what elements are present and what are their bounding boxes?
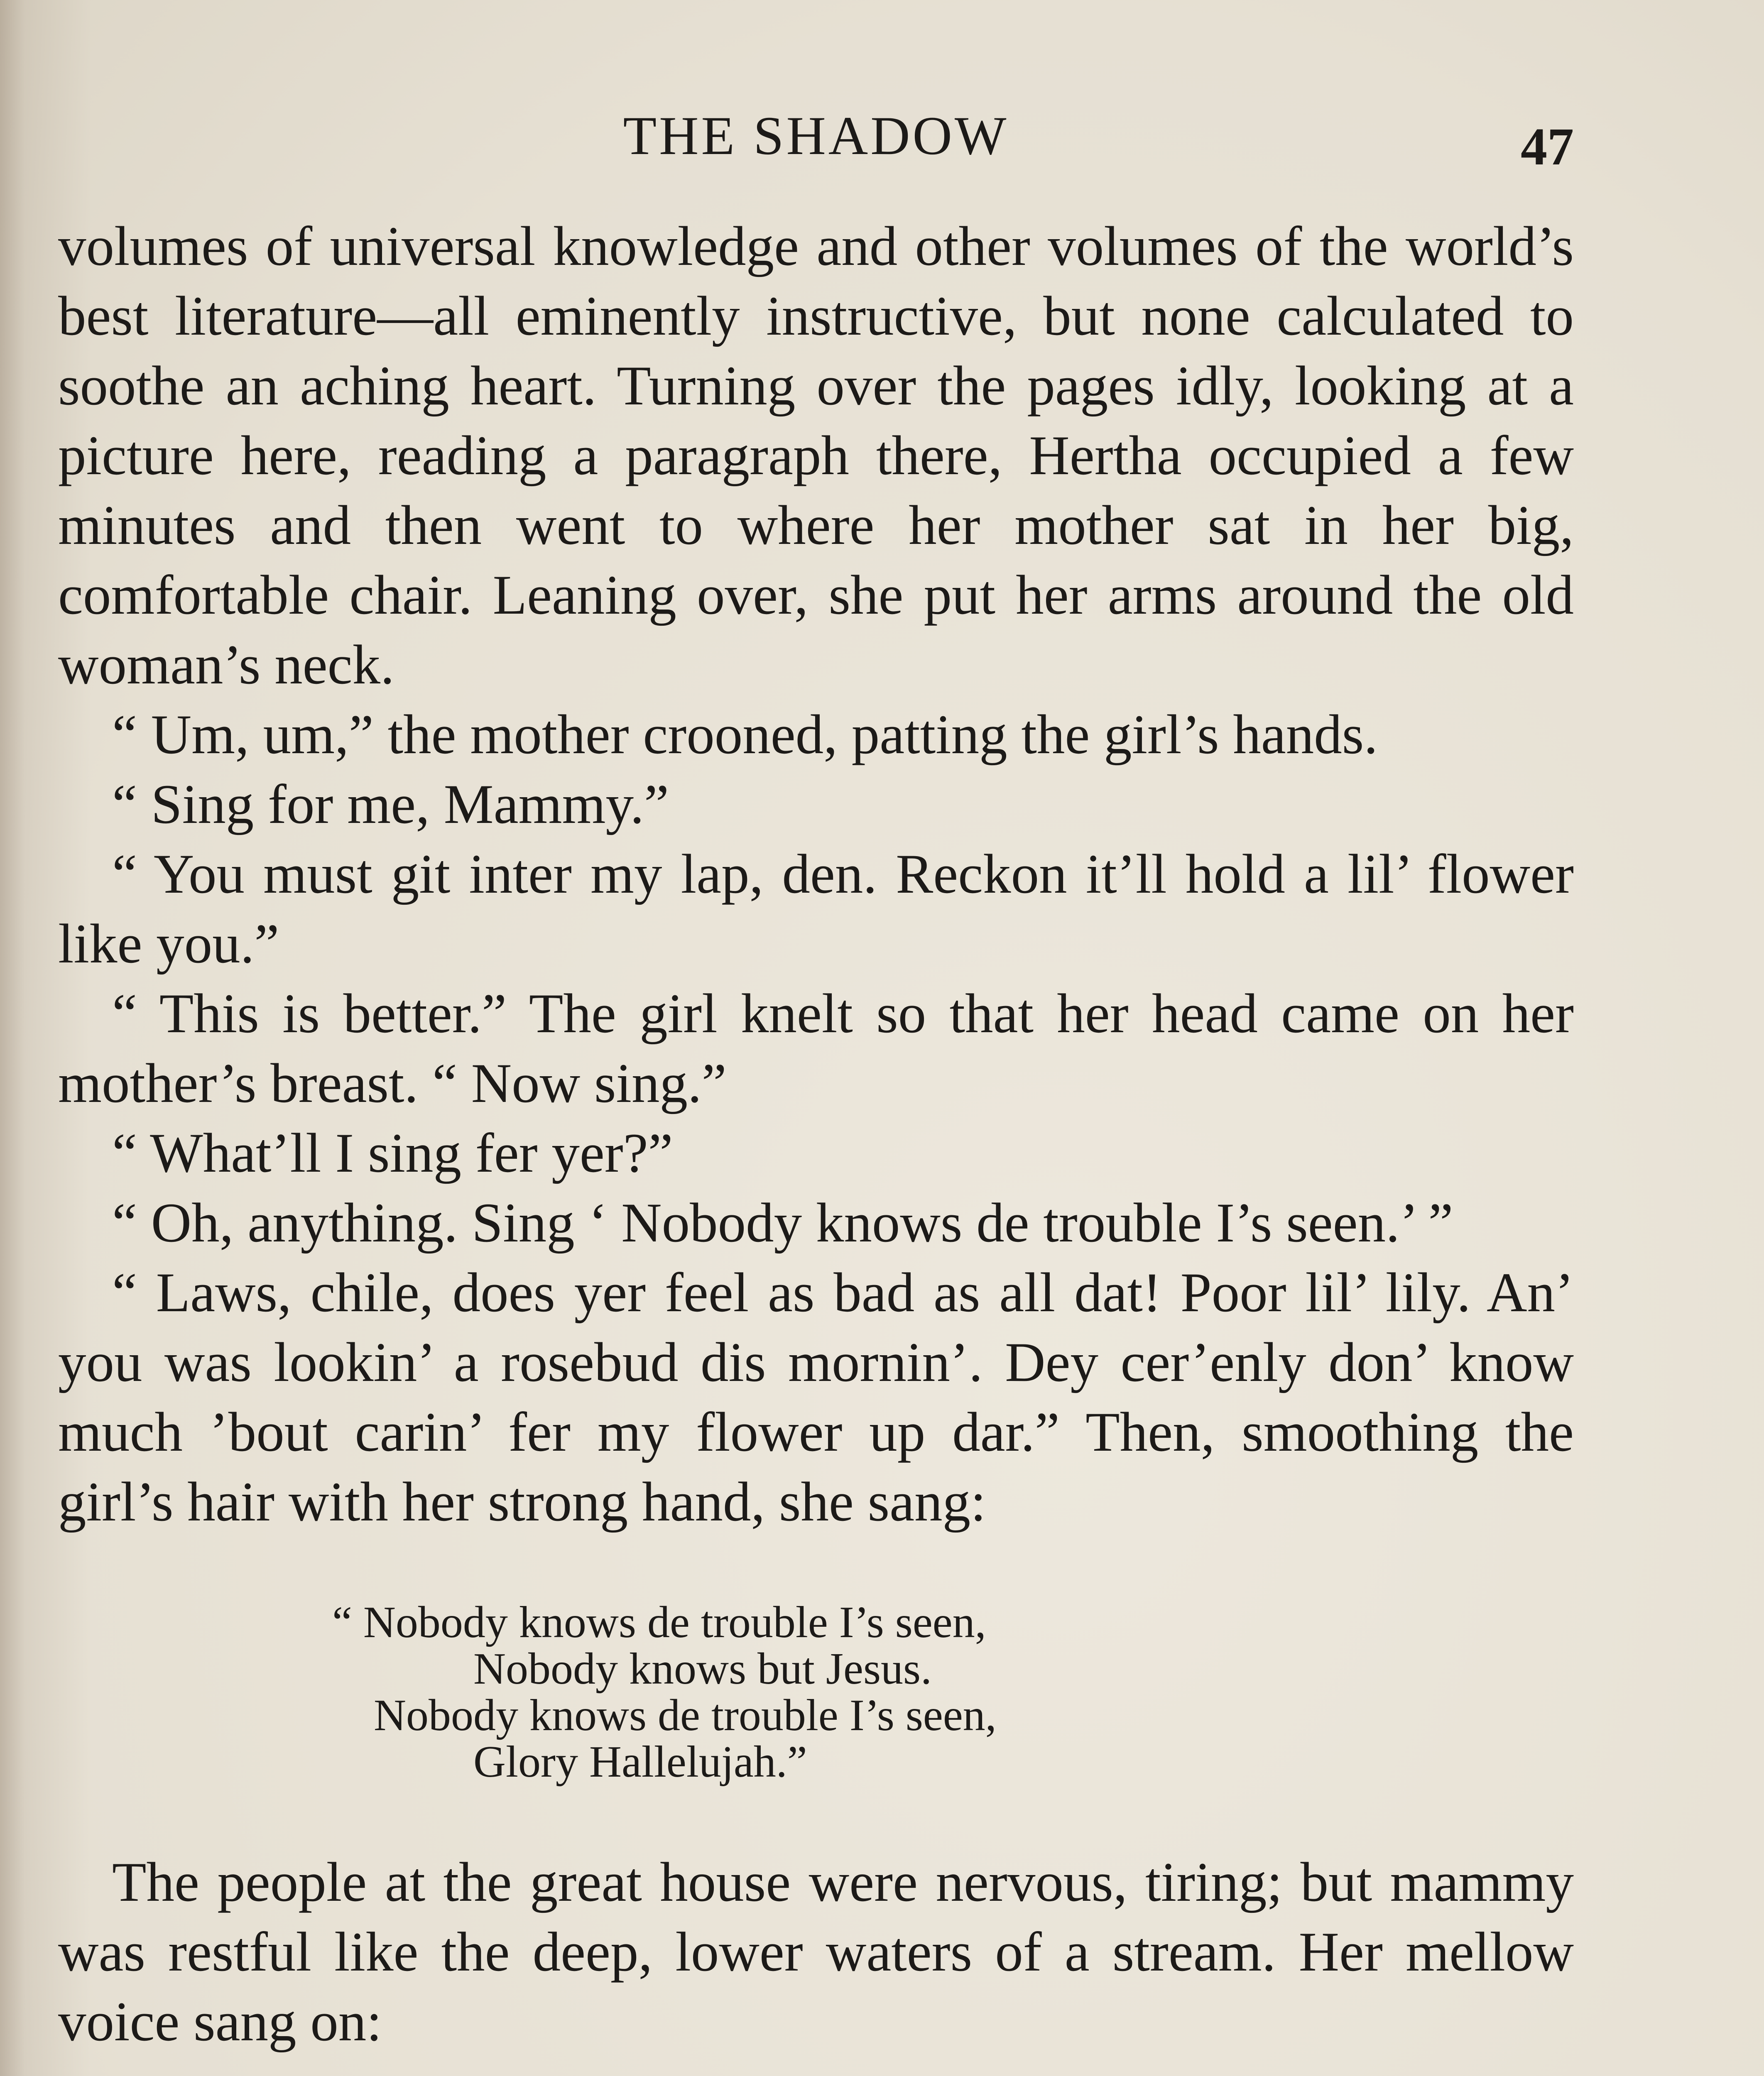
verse-line: “ Nobody knows de trouble I’s seen,	[332, 1598, 986, 1647]
paragraph: “ Laws, chile, does yer feel as bad as all dat! Poor lil’ lily. An’ you was lookin’ a rosebud dis mornin’. Dey cer’enly don’ know much ’bout carin’ fer my flower up dar.” Then, smoothing the girl’s hair with her strong hand, she sang:	[58, 1262, 1574, 1533]
running-title: THE SHADOW	[623, 105, 1009, 166]
page-number: 47	[1521, 117, 1574, 176]
paragraph: “ What’ll I sing fer yer?”	[112, 1122, 673, 1184]
running-head	[58, 100, 1574, 174]
song-verse	[58, 1599, 1574, 1785]
verse-line: Nobody knows but Jesus.	[473, 1644, 932, 1694]
verse-line: Glory Hallelujah.”	[473, 1737, 807, 1787]
paragraph: “ This is better.” The girl knelt so that her head came on her mother’s breast. “ Now sing.”	[58, 983, 1574, 1114]
paragraph: “ Oh, anything. Sing ‘ Nobody knows de trouble I’s seen.’ ”	[112, 1192, 1453, 1254]
paragraph: “ Sing for me, Mammy.”	[112, 774, 669, 835]
page-body	[58, 212, 1574, 2076]
verse-line: Nobody knows de trouble I’s seen,	[374, 1691, 997, 1740]
paragraph: “ Um, um,” the mother crooned, patting the girl’s hands.	[112, 704, 1378, 766]
paragraph: volumes of universal knowledge and other volumes of the world’s best literature—all eminently instructive, but none calculated to soothe an aching heart. Turning over the pages idly, looking at a picture here, reading a paragraph there, Hertha occupied a few minutes and then went to where her mother sat in her big, comfortable chair. Leaning over, she put her arms around the old woman’s neck.	[58, 215, 1574, 696]
paragraph: “ You must git inter my lap, den. Reckon it’ll hold a lil’ flower like you.”	[58, 843, 1574, 975]
paragraph: The people at the great house were nervous, tiring; but mammy was restful like the deep, lower waters of a stream. Her mellow voice sang on:	[58, 1851, 1574, 2053]
